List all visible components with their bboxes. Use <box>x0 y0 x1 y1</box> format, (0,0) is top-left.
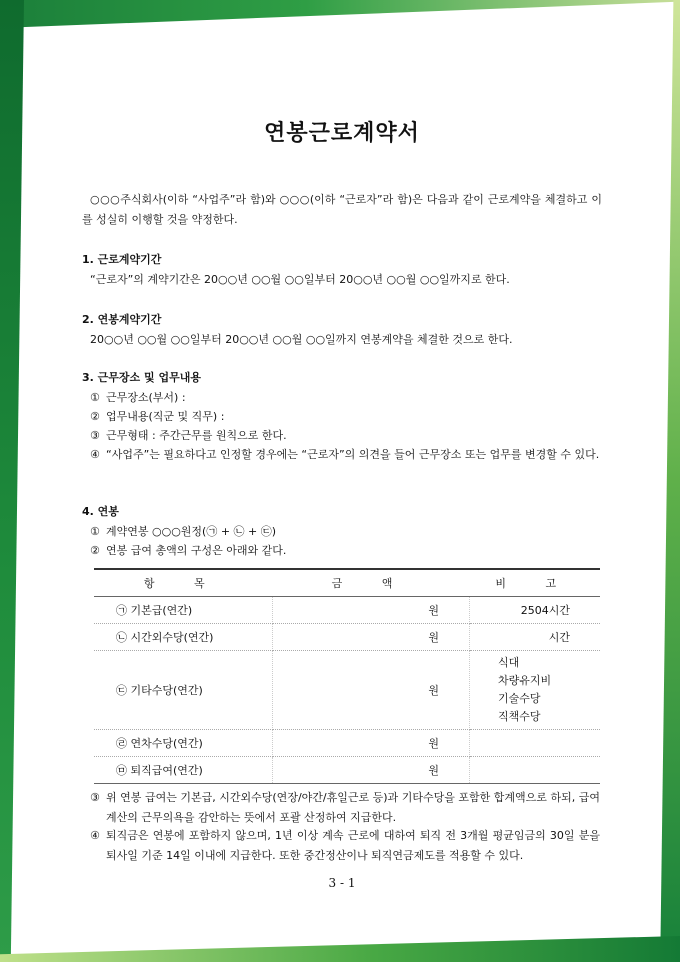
item-text: 근무장소(부서) : <box>106 391 186 404</box>
section-4-heading: 4. 연봉 <box>82 505 119 518</box>
row-item: ㉣ 연차수당(연간) <box>94 730 273 757</box>
item-number: ① <box>90 525 100 538</box>
section-2-line: 20○○년 ○○월 ○○일부터 20○○년 ○○월 ○○일까지 연봉계약을 체결한 것으로 한다. <box>90 333 513 346</box>
decorative-border-top <box>0 0 680 28</box>
row-item: ㉠ 기본급(연간) <box>94 597 273 624</box>
salary-table <box>94 568 600 784</box>
salary-note-4 <box>90 826 600 866</box>
note-line: 직책수당 <box>498 710 541 723</box>
item-number: ③ <box>90 429 100 442</box>
item-number: ① <box>90 391 100 404</box>
row-note: 2504시간 <box>470 597 601 624</box>
row-item: ㉢ 기타수당(연간) <box>94 651 273 730</box>
section-3-heading: 3. 근무장소 및 업무내용 <box>82 371 201 384</box>
column-header-amount: 금 액 <box>273 569 470 597</box>
section-3-item-1 <box>90 388 186 408</box>
section-2-heading: 2. 연봉계약기간 <box>82 313 162 326</box>
section-3-item-2 <box>90 407 224 427</box>
row-amount: 원 <box>273 624 470 651</box>
decorative-border-bottom <box>0 936 680 962</box>
row-item: ㉤ 퇴직급여(연간) <box>94 757 273 784</box>
decorative-border-left <box>0 0 24 962</box>
row-amount: 원 <box>273 730 470 757</box>
table-row <box>94 730 600 757</box>
section-3-item-4 <box>90 445 600 465</box>
salary-note-3 <box>90 788 600 828</box>
item-text: 위 연봉 급여는 기본급, 시간외수당(연장/야간/휴일근로 등)과 기타수당을 포함한 합계액으로 하되, 급여계산의 근무의욕을 감안하는 뜻에서 포괄 산정하여 지급한다. <box>106 791 600 824</box>
item-text: “사업주”는 필요하다고 인정할 경우에는 “근로자”의 의견을 들어 근무장소 또는 업무를 변경할 수 있다. <box>106 448 600 461</box>
item-number: ④ <box>90 829 100 842</box>
item-text: 퇴직금은 연봉에 포함하지 않으며, 1년 이상 계속 근로에 대하여 퇴직 전 3개월 평균임금의 30일 분을 퇴사일 기준 14일 이내에 지급한다. 또한 중간정산이나 퇴직연금제도를 적용할 수 있다. <box>106 829 600 862</box>
section-1-line: “근로자”의 계약기간은 20○○년 ○○월 ○○일부터 20○○년 ○○월 ○○일까지로 한다. <box>90 273 510 286</box>
column-header-note: 비 고 <box>470 569 601 597</box>
item-text: 업무내용(직군 및 직무) : <box>106 410 225 423</box>
item-text: 연봉 급여 총액의 구성은 아래와 같다. <box>106 544 287 557</box>
decorative-border-right <box>658 0 680 962</box>
section-4-item-2 <box>90 541 286 561</box>
item-number: ④ <box>90 448 100 461</box>
document-title: 연봉근로계약서 <box>264 121 420 146</box>
section-1-heading: 1. 근로계약기간 <box>82 253 162 266</box>
note-line: 기술수당 <box>498 692 541 705</box>
row-note <box>470 757 601 784</box>
table-header-row <box>94 569 600 597</box>
row-item: ㉡ 시간외수당(연간) <box>94 624 273 651</box>
row-amount: 원 <box>273 757 470 784</box>
row-amount: 원 <box>273 597 470 624</box>
item-text: 계약연봉 ○○○원정(㉠ + ㉡ + ㉢) <box>106 525 277 538</box>
item-number: ② <box>90 544 100 557</box>
table-row <box>94 757 600 784</box>
table-row <box>94 651 600 730</box>
section-3-item-3 <box>90 426 287 446</box>
column-header-item: 항 목 <box>94 569 273 597</box>
item-text: 근무형태 : 주간근무를 원칙으로 한다. <box>106 429 287 442</box>
intro-paragraph: ○○○주식회사(이하 “사업주”라 함)와 ○○○(이하 “근로자”라 함)은 다음과 같이 근로계약을 체결하고 이를 성실히 이행할 것을 약정한다. <box>82 193 602 226</box>
table-row <box>94 597 600 624</box>
table-row <box>94 624 600 651</box>
page-number: 3 - 1 <box>328 876 356 890</box>
note-line: 차량유지비 <box>498 674 552 687</box>
row-note: 시간 <box>470 624 601 651</box>
row-amount: 원 <box>273 651 470 730</box>
row-note <box>470 730 601 757</box>
row-note-list <box>470 651 601 730</box>
note-line: 식대 <box>498 656 520 669</box>
item-number: ② <box>90 410 100 423</box>
section-4-item-1 <box>90 522 276 542</box>
item-number: ③ <box>90 791 100 804</box>
